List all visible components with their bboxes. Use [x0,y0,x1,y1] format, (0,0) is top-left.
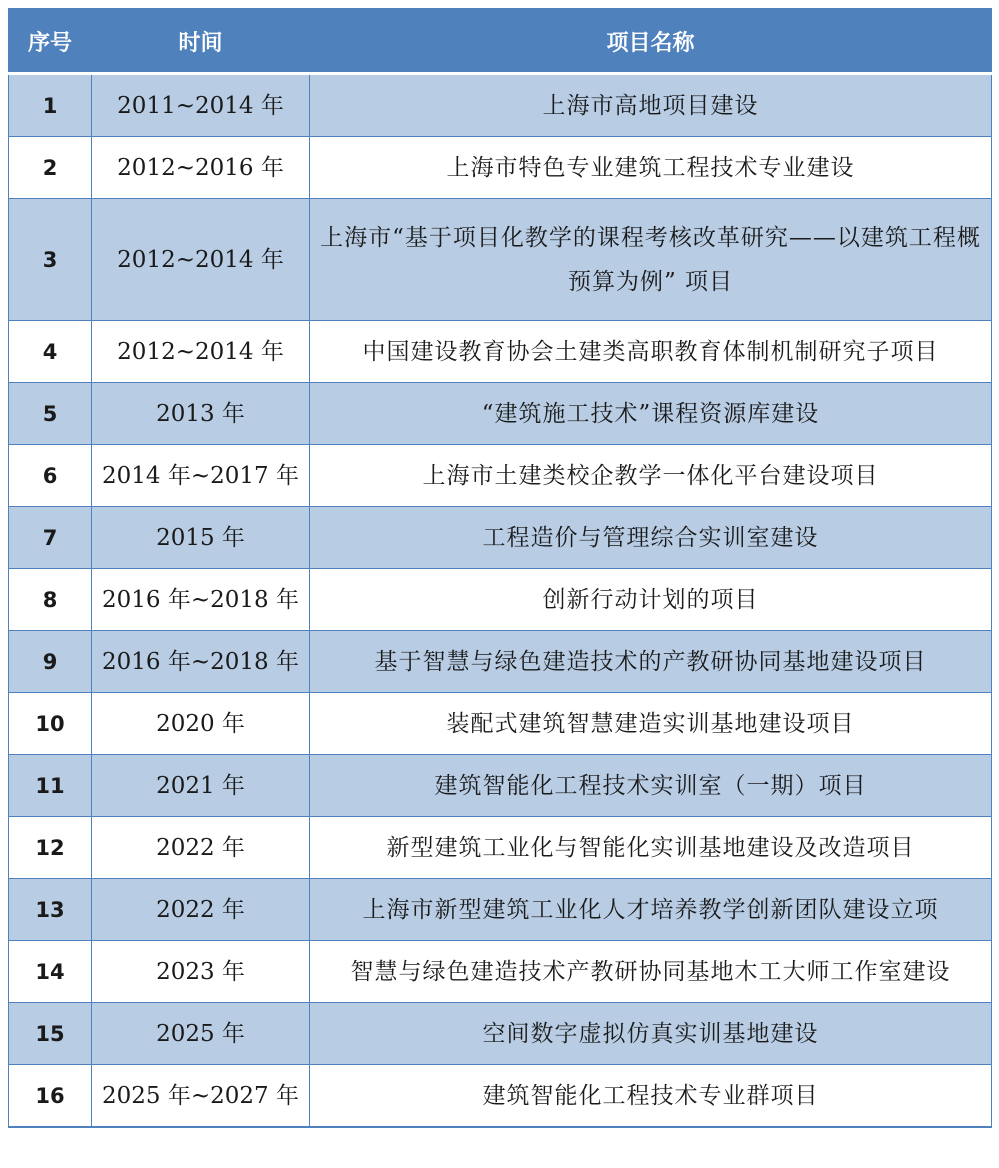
row-project-name: 新型建筑工业化与智能化实训基地建设及改造项目 [310,817,992,879]
row-number: 1 [9,74,92,137]
table-row [9,569,992,631]
table-header [9,9,992,74]
row-number: 4 [9,321,92,383]
row-project-name: 工程造价与管理综合实训室建设 [310,507,992,569]
table-row [9,445,992,507]
row-project-name: 上海市特色专业建筑工程技术专业建设 [310,137,992,199]
row-project-name: 装配式建筑智慧建造实训基地建设项目 [310,693,992,755]
row-project-name: 建筑智能化工程技术实训室（一期）项目 [310,755,992,817]
header-time: 时间 [92,9,310,74]
row-time: 2012~2014 年 [92,199,310,321]
row-project-name: 上海市土建类校企教学一体化平台建设项目 [310,445,992,507]
row-project-name: “建筑施工技术”课程资源库建设 [310,383,992,445]
table-row [9,321,992,383]
row-project-name: 创新行动计划的项目 [310,569,992,631]
table-row [9,507,992,569]
row-number: 5 [9,383,92,445]
row-project-name: 智慧与绿色建造技术产教研协同基地木工大师工作室建设 [310,941,992,1003]
row-project-name: 上海市“基于项目化教学的课程考核改革研究——以建筑工程概预算为例” 项目 [310,199,992,321]
row-number: 9 [9,631,92,693]
table-row [9,137,992,199]
table-row [9,879,992,941]
row-number: 15 [9,1003,92,1065]
row-time: 2011~2014 年 [92,74,310,137]
table-row [9,1065,992,1128]
row-time: 2023 年 [92,941,310,1003]
table-row [9,631,992,693]
row-number: 14 [9,941,92,1003]
row-time: 2021 年 [92,755,310,817]
row-time: 2022 年 [92,879,310,941]
header-name: 项目名称 [310,9,992,74]
row-time: 2022 年 [92,817,310,879]
header-no: 序号 [9,9,92,74]
row-time: 2016 年~2018 年 [92,631,310,693]
row-number: 12 [9,817,92,879]
table-row [9,693,992,755]
project-table [8,8,992,1128]
row-time: 2013 年 [92,383,310,445]
header-row [9,9,992,74]
table-body [9,74,992,1128]
row-project-name: 建筑智能化工程技术专业群项目 [310,1065,992,1128]
row-number: 10 [9,693,92,755]
row-number: 16 [9,1065,92,1128]
row-project-name: 上海市新型建筑工业化人才培养教学创新团队建设立项 [310,879,992,941]
table-row [9,383,992,445]
row-project-name: 基于智慧与绿色建造技术的产教研协同基地建设项目 [310,631,992,693]
row-time: 2020 年 [92,693,310,755]
row-time: 2012~2016 年 [92,137,310,199]
row-number: 11 [9,755,92,817]
row-time: 2025 年 [92,1003,310,1065]
row-project-name: 空间数字虚拟仿真实训基地建设 [310,1003,992,1065]
row-project-name: 上海市高地项目建设 [310,74,992,137]
table-row [9,199,992,321]
row-number: 6 [9,445,92,507]
row-number: 8 [9,569,92,631]
table-row [9,941,992,1003]
row-time: 2016 年~2018 年 [92,569,310,631]
row-time: 2012~2014 年 [92,321,310,383]
table-row [9,1003,992,1065]
row-time: 2014 年~2017 年 [92,445,310,507]
row-project-name: 中国建设教育协会土建类高职教育体制机制研究子项目 [310,321,992,383]
row-number: 3 [9,199,92,321]
table-row [9,755,992,817]
row-time: 2025 年~2027 年 [92,1065,310,1128]
table-row [9,817,992,879]
row-time: 2015 年 [92,507,310,569]
row-number: 7 [9,507,92,569]
table-row [9,74,992,137]
row-number: 13 [9,879,92,941]
row-number: 2 [9,137,92,199]
